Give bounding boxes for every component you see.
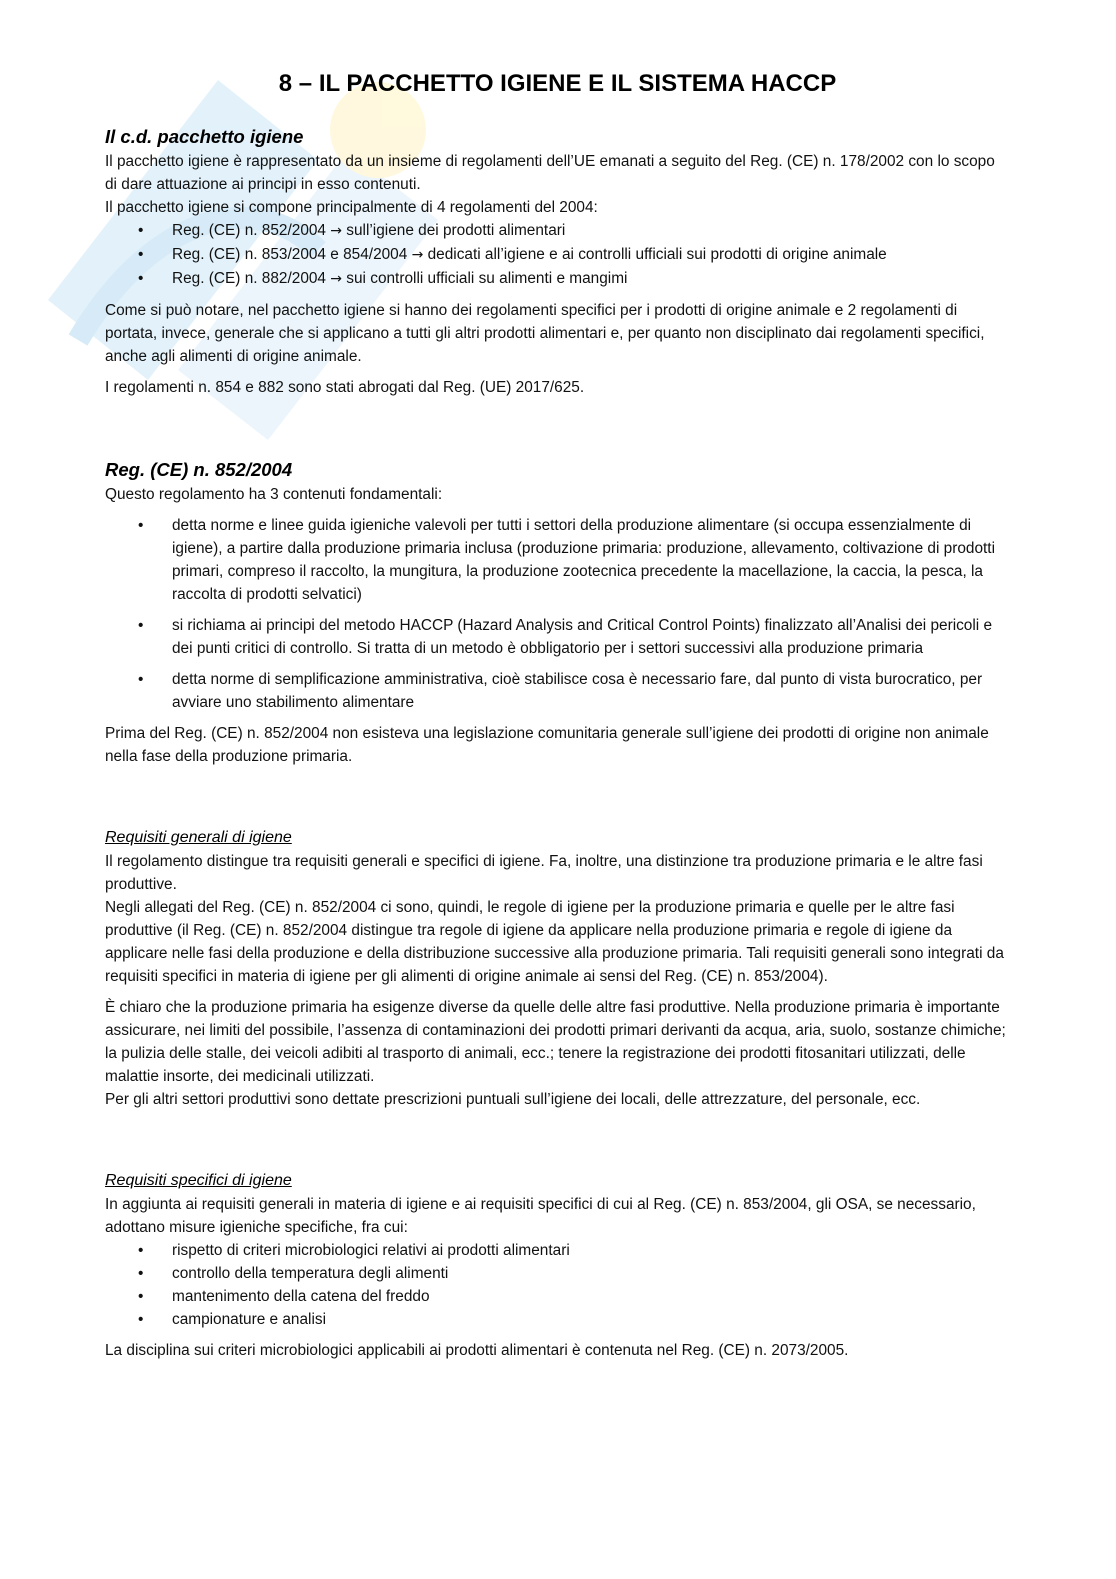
paragraph: Il regolamento distingue tra requisiti generali e specifici di igiene. Fa, inoltre, una distinzione tra produzione primaria e le altre fasi produttive. (105, 853, 983, 893)
paragraph: Per gli altri settori produttivi sono dettate prescrizioni puntuali sull’igiene dei locali, delle attrezzature, del personale, ecc. (105, 1091, 921, 1108)
list-item: • mantenimento della catena del freddo (105, 1285, 1010, 1308)
list-item: • detta norme e linee guida igieniche valevoli per tutti i settori della produzione alimentare (si occupa essenzialmente di igiene), a partire dalla produzione primaria inclusa (produzione primaria: produzione, allevamento, coltivazione di prodotti primari, compreso il raccolto, la mungitura, la produzione zootecnica precedente la macellazione, la caccia, la pesca, la raccolta di prodotti selvatici) (105, 514, 1010, 606)
paragraph: Come si può notare, nel pacchetto igiene si hanno dei regolamenti specifici per i prodotti di origine animale e 2 regolamenti di portata, invece, generale che si applicano a tutti gli altri prodotti alimentari e, per quanto non disciplinato dai regolamenti specifici, anche agli alimenti di origine animale. (105, 302, 985, 365)
section-reg-852-2004 (105, 457, 1010, 768)
paragraph: Questo regolamento ha 3 contenuti fondamentali: (105, 486, 443, 503)
list-item: • rispetto di criteri microbiologici relativi ai prodotti alimentari (105, 1239, 1010, 1262)
section-pacchetto-igiene (105, 124, 1010, 399)
list-item: • si richiama ai principi del metodo HACCP (Hazard Analysis and Critical Control Points) finalizzato all’Analisi dei pericoli e dei punti critici di controllo. Si tratta di un metodo è obbligatorio per i settori successivi alla produzione primaria (105, 614, 1010, 660)
regulation-ref: Reg. (CE) n. 853/2004 e 854/2004 (172, 246, 408, 263)
contents-list (105, 514, 1010, 714)
list-item: • detta norme di semplificazione amministrativa, cioè stabilisce cosa è necessario fare, dal punto di vista burocratico, per avviare uno stabilimento alimentare (105, 668, 1010, 714)
regulation-ref: Reg. (CE) n. 882/2004 (172, 270, 326, 287)
document-page (105, 66, 1010, 1362)
list-item (105, 267, 1010, 291)
paragraph: Negli allegati del Reg. (CE) n. 852/2004 ci sono, quindi, le regole di igiene per la produzione primaria e quelle per le altre fasi produttive (il Reg. (CE) n. 852/2004 distingue tra regole di igiene da applicare nella produzione primaria e regole di igiene da applicare nelle fasi della produzione e della distribuzione successive alla produzione primaria. Tali requisiti generali sono integrati da requisiti specifici in materia di igiene per gli alimenti di origine animale ai sensi del Reg. (CE) n. 853/2004). (105, 899, 1004, 985)
section-requisiti-generali (105, 826, 1010, 1111)
paragraph: La disciplina sui criteri microbiologici applicabili ai prodotti alimentari è contenuta nel Reg. (CE) n. 2073/2005. (105, 1342, 849, 1359)
paragraph: Prima del Reg. (CE) n. 852/2004 non esisteva una legislazione comunitaria generale sull’igiene dei prodotti di origine non animale nella fase della produzione primaria. (105, 725, 989, 765)
regulation-ref: Reg. (CE) n. 852/2004 (172, 222, 326, 239)
arrow-right-icon: → (411, 247, 424, 263)
list-item: • campionature e analisi (105, 1308, 1010, 1331)
section-heading: Reg. (CE) n. 852/2004 (105, 459, 293, 480)
regulation-desc: dedicati all’igiene e ai controlli ufficiali sui prodotti di origine animale (427, 246, 887, 263)
section-requisiti-specifici (105, 1169, 1010, 1362)
regulation-desc: sull’igiene dei prodotti alimentari (346, 222, 566, 239)
arrow-right-icon: → (330, 223, 343, 239)
measures-list (105, 1239, 1010, 1331)
section-heading: Il c.d. pacchetto igiene (105, 126, 304, 147)
paragraph: I regolamenti n. 854 e 882 sono stati abrogati dal Reg. (UE) 2017/625. (105, 379, 585, 396)
paragraph: È chiaro che la produzione primaria ha esigenze diverse da quelle delle altre fasi produttive. Nella produzione primaria è importante assicurare, nei limiti del possibile, l’assenza di contaminazioni dei prodotti primari derivanti da acqua, aria, suolo, sostanze chimiche; la pulizia delle stalle, dei veicoli adibiti al trasporto di animali, ecc.; tenere la registrazione dei prodotti fitosanitari utilizzati, delle malattie insorte, dei medicinali utilizzati. (105, 999, 1006, 1085)
page-title: 8 – IL PACCHETTO IGIENE E IL SISTEMA HACCP (278, 70, 837, 97)
list-item: • controllo della temperatura degli alimenti (105, 1262, 1010, 1285)
subsection-heading: Requisiti generali di igiene (105, 829, 292, 846)
paragraph: Il pacchetto igiene si compone principalmente di 4 regolamenti del 2004: (105, 199, 598, 216)
paragraph: In aggiunta ai requisiti generali in materia di igiene e ai requisiti specifici di cui al Reg. (CE) n. 853/2004, gli OSA, se necessario, adottano misure igieniche specifiche, fra cui: (105, 1196, 976, 1236)
regulation-desc: sui controlli ufficiali su alimenti e mangimi (346, 270, 628, 287)
arrow-right-icon: → (330, 271, 343, 287)
list-item (105, 219, 1010, 243)
paragraph: Il pacchetto igiene è rappresentato da un insieme di regolamenti dell’UE emanati a seguito del Reg. (CE) n. 178/2002 con lo scopo di dare attuazione ai principi in esso contenuti. (105, 153, 995, 193)
list-item (105, 243, 1010, 267)
regulations-list (105, 219, 1010, 291)
subsection-heading: Requisiti specifici di igiene (105, 1172, 292, 1189)
